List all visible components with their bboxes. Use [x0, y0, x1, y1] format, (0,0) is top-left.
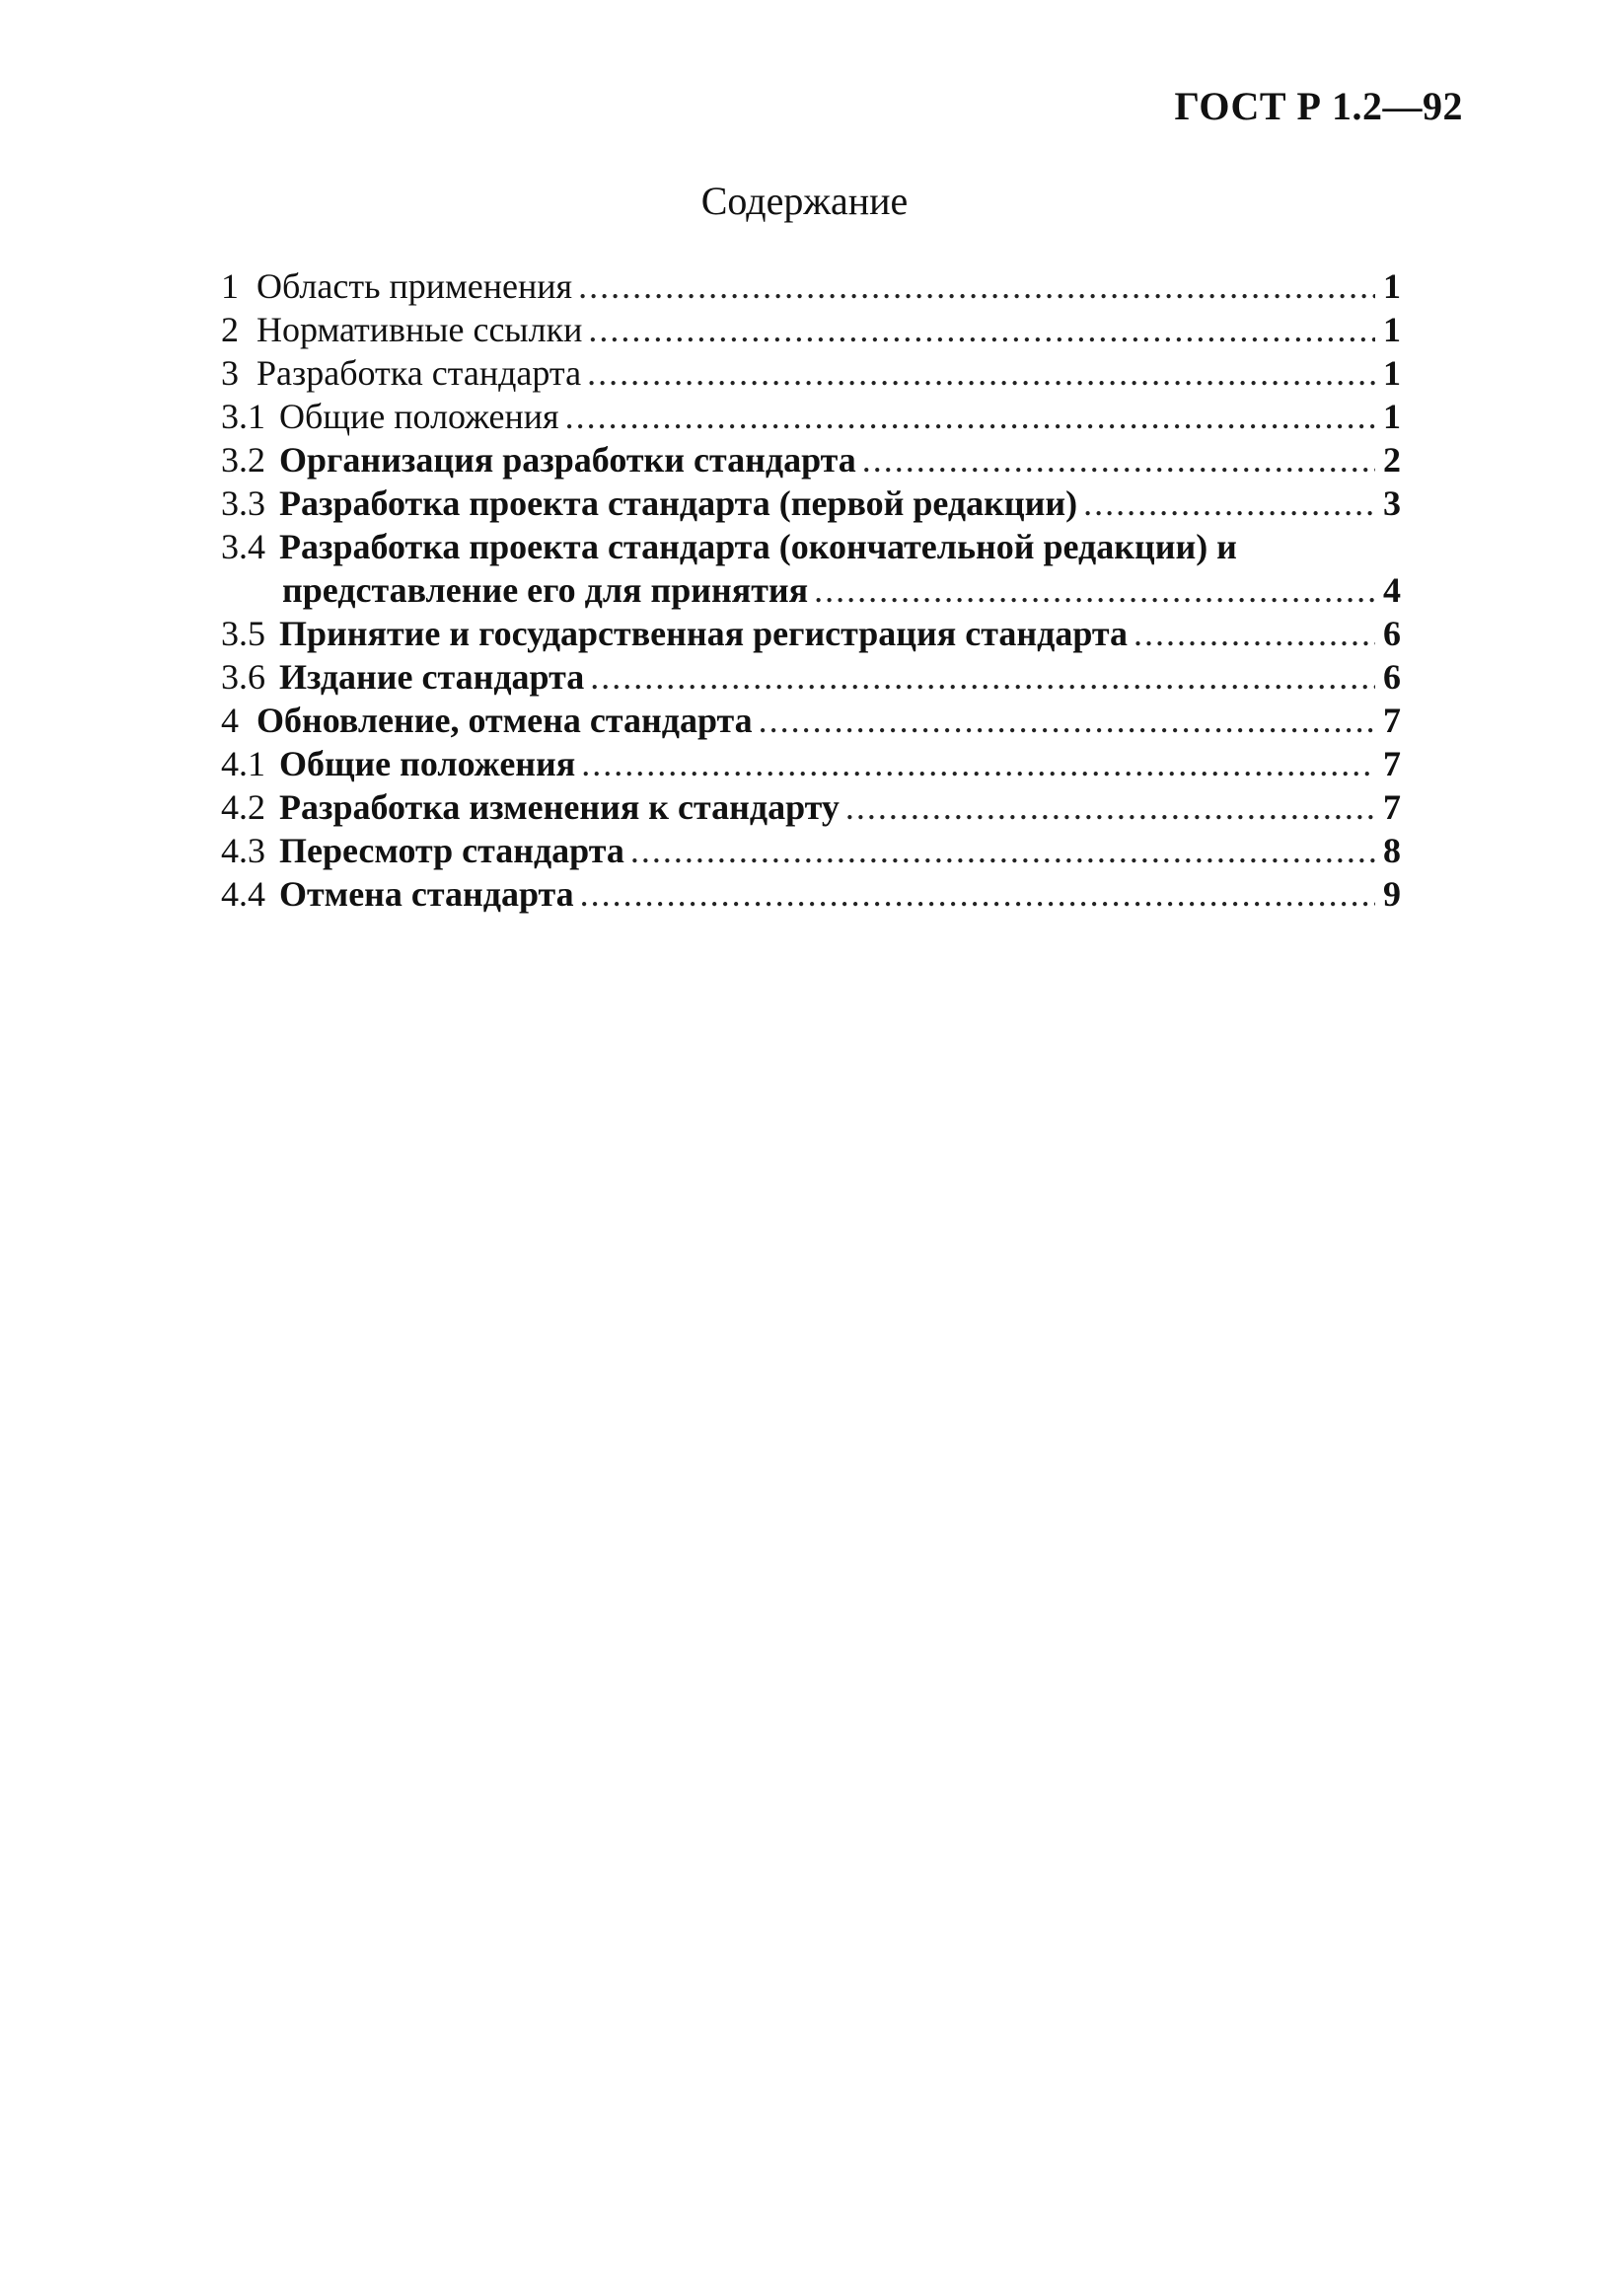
toc-entry-number: 3.3: [221, 483, 265, 523]
toc-leader-dots: [590, 655, 1375, 699]
toc-entry-page: 3: [1383, 483, 1401, 523]
toc-leader-dots: [578, 264, 1375, 308]
toc-leader-dots: [565, 395, 1375, 438]
toc-title: Содержание: [700, 179, 909, 223]
toc-entry-4-1[interactable]: [221, 742, 1401, 785]
toc-entry-number: 4.3: [221, 831, 265, 870]
toc-entry-number: 4.1: [221, 744, 265, 783]
toc-entry-3-2[interactable]: [221, 438, 1401, 481]
document-code: ГОСТ Р 1.2—92: [1174, 84, 1463, 128]
toc-entry-3-6[interactable]: [221, 655, 1401, 699]
toc-entry-page: 1: [1383, 353, 1401, 393]
toc-entry-number: 3.2: [221, 440, 265, 480]
toc-leader-dots: [814, 568, 1375, 612]
toc-leader-dots: [845, 785, 1375, 829]
toc-entry-page: 1: [1383, 310, 1401, 349]
toc-entry-label: Организация разработки стандарта: [279, 440, 856, 480]
toc-entry-label: Издание стандарта: [279, 657, 585, 697]
toc-entry-3-3[interactable]: [221, 481, 1401, 525]
toc-entry-page: 6: [1383, 614, 1401, 653]
toc-entry-label: Разработка стандарта: [256, 353, 582, 393]
toc-entry-1[interactable]: [221, 264, 1401, 308]
toc-entry-label: Нормативные ссылки: [256, 310, 583, 349]
toc-leader-dots: [580, 872, 1375, 916]
toc-entry-4-2[interactable]: [221, 785, 1401, 829]
toc-entry-page: 9: [1383, 874, 1401, 914]
toc-entry-number: 4: [221, 701, 239, 740]
toc-entry-3[interactable]: [221, 351, 1401, 395]
toc-entry-label: Разработка проекта стандарта (первой редакции): [279, 483, 1078, 523]
toc-entry-page: 7: [1383, 744, 1401, 783]
toc-entry-label: Общие положения: [279, 744, 576, 783]
toc-entry-number: 1: [221, 266, 239, 306]
toc-leader-dots: [630, 829, 1375, 872]
toc-entry-page: 1: [1383, 266, 1401, 306]
toc-entry-page: 7: [1383, 787, 1401, 827]
toc-entry-label: Отмена стандарта: [279, 874, 574, 914]
toc-entry-label: Разработка проекта стандарта (окончательной редакции) и: [279, 527, 1237, 566]
toc-entry-number: 4.2: [221, 787, 265, 827]
toc-leader-dots: [1134, 612, 1375, 655]
toc-leader-dots: [759, 699, 1375, 742]
toc-entry-label: Разработка изменения к стандарту: [279, 787, 840, 827]
toc-leader-dots: [862, 438, 1375, 481]
toc-entry-label: Принятие и государственная регистрация стандарта: [279, 614, 1128, 653]
toc-entry-4-3[interactable]: [221, 829, 1401, 872]
toc-entry-2[interactable]: [221, 308, 1401, 351]
toc-entry-4-4[interactable]: [221, 872, 1401, 916]
toc-entry-number: 3.4: [221, 527, 265, 566]
toc-entry-3-4[interactable]: [221, 525, 1401, 568]
toc-entry-label: Общие положения: [279, 397, 559, 436]
toc-entry-page: 6: [1383, 657, 1401, 697]
toc-entry-label-continued: представление его для принятия: [282, 570, 809, 610]
toc-entry-number: 2: [221, 310, 239, 349]
toc-entry-page: 1: [1383, 397, 1401, 436]
toc-entry-3-1[interactable]: [221, 395, 1401, 438]
toc-leader-dots: [1083, 481, 1375, 525]
toc-entry-number: 3.5: [221, 614, 265, 653]
toc-entry-page: 2: [1383, 440, 1401, 480]
toc-entry-label: Пересмотр стандарта: [279, 831, 624, 870]
toc-entry-number: 4.4: [221, 874, 265, 914]
toc-entry-number: 3.6: [221, 657, 265, 697]
toc-entry-number: 3: [221, 353, 239, 393]
toc-entry-label: Обновление, отмена стандарта: [256, 701, 753, 740]
toc-entry-page: 4: [1383, 570, 1401, 610]
toc-entry-3-4-continued[interactable]: [221, 568, 1401, 612]
toc-entry-number: 3.1: [221, 397, 265, 436]
toc-entry-3-5[interactable]: [221, 612, 1401, 655]
toc-leader-dots: [587, 351, 1375, 395]
toc-entry-page: 7: [1383, 701, 1401, 740]
toc-entry-label: Область применения: [256, 266, 573, 306]
table-of-contents: [221, 264, 1401, 916]
toc-entry-4[interactable]: [221, 699, 1401, 742]
toc-leader-dots: [581, 742, 1375, 785]
toc-entry-page: 8: [1383, 831, 1401, 870]
toc-leader-dots: [588, 308, 1375, 351]
